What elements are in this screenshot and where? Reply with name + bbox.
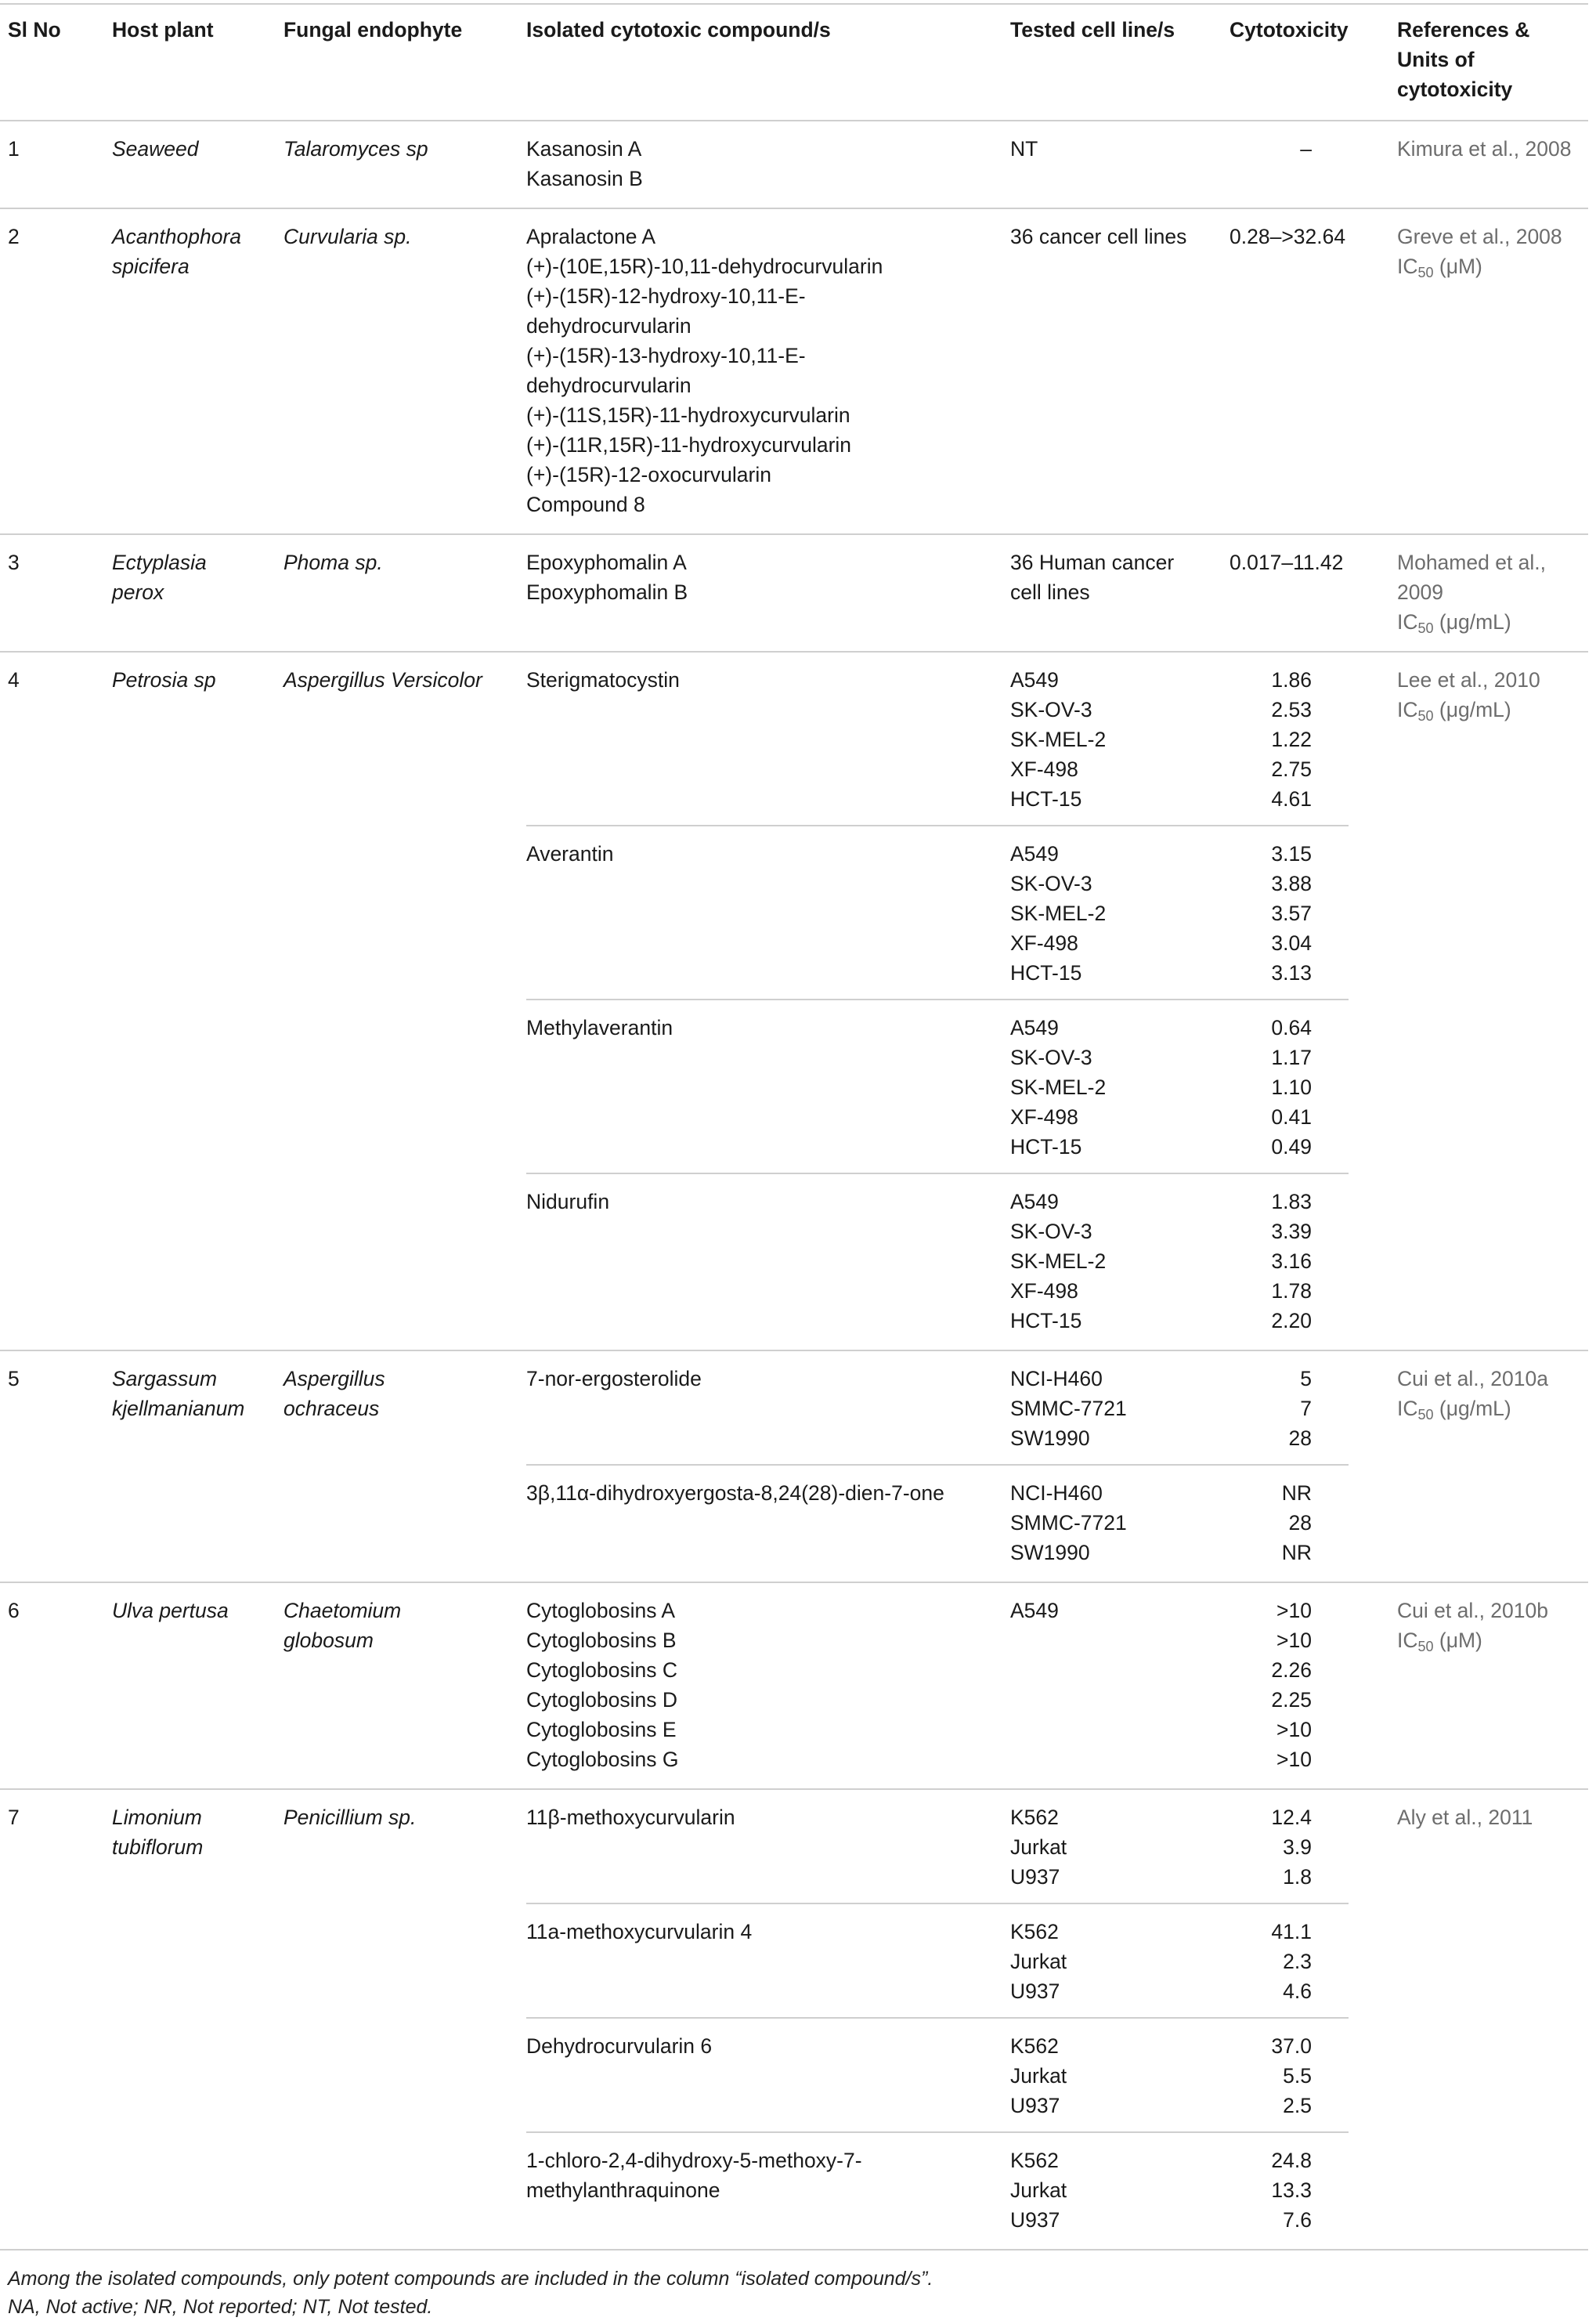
compound-group-divider [526,1903,1349,1904]
compound-group-divider [526,825,1349,826]
header-references: References & [1397,18,1530,42]
cell-line: U937 [1010,2208,1060,2232]
cell-line: HCT-15 [1010,1135,1082,1159]
cytotoxicity-value: 2.25 [1271,1688,1312,1712]
cytotoxicity-value: 3.88 [1271,872,1312,895]
compound-name: Kasanosin B [526,167,643,190]
compound-name: (+)-(11R,15R)-11-hydroxycurvularin [526,433,852,457]
cytotoxicity-value: 3.57 [1271,902,1312,925]
reference-citation: Mohamed et al., [1397,551,1547,574]
cytotoxicity-value: 3.9 [1283,1835,1312,1859]
row-bottom-border [0,1788,1588,1790]
compound-name: (+)-(10E,15R)-10,11-dehydrocurvularin [526,255,883,278]
cell-line: K562 [1010,1806,1059,1829]
ic-label: IC [1397,1397,1418,1420]
cytotoxicity-value: 3.04 [1271,931,1312,955]
cell-line: Jurkat [1010,2178,1067,2202]
ic-units-label [1397,1394,1511,1423]
compound-name: Kasanosin A [526,137,642,161]
cytotoxicity-value: 1.22 [1271,728,1312,751]
cytotoxicity-value: 1.8 [1283,1865,1312,1889]
header-bottom-border [0,120,1588,121]
cytotoxicity-value: 0.41 [1271,1105,1312,1129]
cell-line: SK-MEL-2 [1010,902,1107,925]
cytotoxicity-value: 4.61 [1271,787,1312,811]
compound-name: (+)-(15R)-13-hydroxy-10,11-E- [526,344,806,367]
compound-name: Cytoglobosins E [526,1718,677,1741]
compound-group-divider [526,2017,1349,2019]
cytotoxicity-value: >10 [1276,1718,1312,1741]
ic-label: IC [1397,1629,1418,1652]
reference-citation: Cui et al., 2010a [1397,1367,1548,1390]
cytotoxicity-value: 3.16 [1271,1249,1312,1273]
cell-line: HCT-15 [1010,961,1082,985]
host-plant: spicifera [112,255,190,278]
host-plant: Limonium [112,1806,202,1829]
host-plant: tubiflorum [112,1835,204,1859]
cell-line: SMMC-7721 [1010,1397,1127,1420]
cytotoxicity-value: 5 [1300,1367,1312,1390]
reference-citation: Greve et al., 2008 [1397,225,1562,248]
cytotoxicity-value: 0.28–>32.64 [1229,225,1346,248]
host-plant: Seaweed [112,137,199,161]
cytotoxicity-value: 24.8 [1271,2149,1312,2172]
cytotoxicity-value: 12.4 [1271,1806,1312,1829]
cytotoxicity-value: 1.17 [1271,1046,1312,1069]
compound-name: 3β,11α-dihydroxyergosta-8,24(28)-dien-7-one [526,1481,944,1505]
cell-line: XF-498 [1010,931,1078,955]
compound-name: Compound 8 [526,493,645,516]
row-sl-number: 7 [8,1806,20,1829]
cell-line: Jurkat [1010,1950,1067,1973]
table-top-border [0,3,1588,5]
ic-label: IC [1397,255,1418,278]
cell-line: XF-498 [1010,1105,1078,1129]
cytotoxicity-value: 28 [1288,1511,1312,1535]
cell-line: SW1990 [1010,1541,1090,1564]
ic-units: (μg/mL) [1433,610,1511,634]
cytotoxicity-value: 3.39 [1271,1220,1312,1243]
row-sl-number: 4 [8,668,20,692]
cell-line: A549 [1010,1190,1059,1213]
cytotoxicity-value: – [1300,137,1312,161]
cytotoxicity-value: 13.3 [1271,2178,1312,2202]
ic-subscript: 50 [1417,265,1434,280]
cell-line: NCI-H460 [1010,1367,1103,1390]
cell-line: SK-OV-3 [1010,698,1092,721]
compound-group-divider [526,2131,1349,2133]
row-sl-number: 6 [8,1599,20,1622]
fungal-endophyte: ochraceus [283,1397,380,1420]
cytotoxicity-value: 1.78 [1271,1279,1312,1303]
cytotoxicity-value: 2.5 [1283,2094,1312,2117]
header-references: Units of [1397,48,1475,71]
cytotoxicity-value: 2.75 [1271,757,1312,781]
cell-line: Jurkat [1010,2064,1067,2088]
compound-name: 7-nor-ergosterolide [526,1367,702,1390]
cell-line: SK-OV-3 [1010,1046,1092,1069]
host-plant: Acanthophora [112,225,242,248]
reference-citation: 2009 [1397,580,1443,604]
cytotoxicity-value: 3.13 [1271,961,1312,985]
cytotoxicity-value: 0.49 [1271,1135,1312,1159]
compound-name: Epoxyphomalin A [526,551,687,574]
compound-name: (+)-(15R)-12-hydroxy-10,11-E- [526,284,806,308]
cell-line: A549 [1010,1016,1059,1039]
ic-units-label [1397,607,1511,637]
ic-label: IC [1397,698,1418,721]
cytotoxicity-value: 0.017–11.42 [1229,551,1344,574]
table-footnote: NA, Not active; NR, Not reported; NT, Not tested. [8,2296,433,2318]
cell-line: SW1990 [1010,1426,1090,1450]
host-plant: Ectyplasia [112,551,207,574]
cell-line: SK-OV-3 [1010,872,1092,895]
cell-line: K562 [1010,2149,1059,2172]
cytotoxicity-value: 3.15 [1271,842,1312,866]
ic-subscript: 50 [1417,1639,1434,1654]
ic-units: (μg/mL) [1433,698,1511,721]
cytotoxicity-value: 37.0 [1271,2034,1312,2058]
compound-name: (+)-(15R)-12-oxocurvularin [526,463,771,486]
row-bottom-border [0,2249,1588,2251]
compound-name: (+)-(11S,15R)-11-hydroxycurvularin [526,403,850,427]
compound-name: Dehydrocurvularin 6 [526,2034,713,2058]
ic-subscript: 50 [1417,620,1434,636]
cytotoxicity-value: NR [1281,1541,1312,1564]
compound-name: 11β-methoxycurvularin [526,1806,735,1829]
compound-group-divider [526,1173,1349,1174]
host-plant: Petrosia sp [112,668,216,692]
compound-name: Sterigmatocystin [526,668,680,692]
row-sl-number: 3 [8,551,20,574]
table-footnote: Among the isolated compounds, only potent compounds are included in the column “isolated compound/s”. [8,2268,933,2290]
ic-label: IC [1397,610,1418,634]
row-bottom-border [0,208,1588,209]
compound-name: Cytoglobosins G [526,1748,679,1771]
compound-group-divider [526,1464,1349,1466]
header-cytotoxicity: Cytotoxicity [1229,18,1349,42]
row-bottom-border [0,651,1588,653]
cell-line: SMMC-7721 [1010,1511,1127,1535]
row-sl-number: 5 [8,1367,20,1390]
reference-citation: Cui et al., 2010b [1397,1599,1548,1622]
row-bottom-border [0,1582,1588,1583]
host-plant: kjellmanianum [112,1397,245,1420]
cytotoxicity-value: 2.20 [1271,1309,1312,1332]
cell-line: NT [1010,137,1038,161]
row-sl-number: 1 [8,137,20,161]
cytotoxicity-value: 28 [1288,1426,1312,1450]
cell-line: XF-498 [1010,757,1078,781]
cell-line: 36 cancer cell lines [1010,225,1187,248]
compound-name: Averantin [526,842,614,866]
cytotoxicity-value: 0.64 [1271,1016,1312,1039]
ic-units: (μg/mL) [1433,1397,1511,1420]
cytotoxicity-value: 1.83 [1271,1190,1312,1213]
compound-name: 11a-methoxycurvularin 4 [526,1920,753,1943]
compound-group-divider [526,999,1349,1000]
compound-name: 1-chloro-2,4-dihydroxy-5-methoxy-7- [526,2149,862,2172]
cell-line: U937 [1010,1979,1060,2003]
header-cell-lines: Tested cell line/s [1010,18,1175,42]
reference-citation: Lee et al., 2010 [1397,668,1540,692]
ic-units-label [1397,251,1482,281]
cell-line: cell lines [1010,580,1090,604]
cell-line: SK-MEL-2 [1010,1076,1107,1099]
ic-subscript: 50 [1417,708,1434,724]
fungal-endophyte: Talaromyces sp [283,137,428,161]
fungal-endophyte: Curvularia sp. [283,225,412,248]
cell-line: NCI-H460 [1010,1481,1103,1505]
ic-units: (μM) [1433,255,1482,278]
cell-line: SK-MEL-2 [1010,728,1107,751]
fungal-endophyte: Aspergillus [283,1367,385,1390]
header-fungal-endophyte: Fungal endophyte [283,18,463,42]
ic-subscript: 50 [1417,1407,1434,1423]
cytotoxicity-value: 41.1 [1271,1920,1312,1943]
cell-line: A549 [1010,1599,1059,1622]
cytotoxicity-value: 5.5 [1283,2064,1312,2088]
cell-line: K562 [1010,1920,1059,1943]
host-plant: perox [112,580,164,604]
header-host-plant: Host plant [112,18,214,42]
compound-name: Methylaverantin [526,1016,673,1039]
compound-name: dehydrocurvularin [526,374,691,397]
cytotoxicity-value: 1.86 [1271,668,1312,692]
compound-name: Epoxyphomalin B [526,580,688,604]
ic-units: (μM) [1433,1629,1482,1652]
cytotoxicity-value: 4.6 [1283,1979,1312,2003]
cytotoxicity-value: 2.26 [1271,1658,1312,1682]
compound-name: Nidurufin [526,1190,610,1213]
reference-citation: Kimura et al., 2008 [1397,137,1572,161]
compound-name: Cytoglobosins B [526,1629,677,1652]
cell-line: HCT-15 [1010,787,1082,811]
fungal-endophyte: Aspergillus Versicolor [283,668,482,692]
host-plant: Sargassum [112,1367,218,1390]
cell-line: HCT-15 [1010,1309,1082,1332]
reference-citation: Aly et al., 2011 [1397,1806,1533,1829]
compound-name: Cytoglobosins D [526,1688,677,1712]
row-sl-number: 2 [8,225,20,248]
cell-line: SK-OV-3 [1010,1220,1092,1243]
cell-line: SK-MEL-2 [1010,1249,1107,1273]
compound-name: methylanthraquinone [526,2178,720,2202]
header-compounds: Isolated cytotoxic compound/s [526,18,831,42]
ic-units-label [1397,1625,1482,1655]
compound-name: Cytoglobosins C [526,1658,677,1682]
compound-name: dehydrocurvularin [526,314,691,338]
header-sl-no: Sl No [8,18,61,42]
compound-name: Apralactone A [526,225,656,248]
host-plant: Ulva pertusa [112,1599,229,1622]
cell-line: Jurkat [1010,1835,1067,1859]
cell-line: U937 [1010,2094,1060,2117]
cytotoxicity-value: 7.6 [1283,2208,1312,2232]
cytotoxicity-value: >10 [1276,1629,1312,1652]
fungal-endophyte: Penicillium sp. [283,1806,417,1829]
row-bottom-border [0,533,1588,535]
ic-units-label [1397,695,1511,725]
cell-line: A549 [1010,842,1059,866]
cytotoxicity-value: NR [1281,1481,1312,1505]
fungal-endophyte: Phoma sp. [283,551,383,574]
cell-line: A549 [1010,668,1059,692]
fungal-endophyte: Chaetomium [283,1599,402,1622]
cytotoxicity-value: >10 [1276,1748,1312,1771]
cytotoxicity-value: 7 [1300,1397,1312,1420]
cytotoxicity-value: >10 [1276,1599,1312,1622]
cell-line: XF-498 [1010,1279,1078,1303]
compound-name: Cytoglobosins A [526,1599,676,1622]
cytotoxicity-value: 1.10 [1271,1076,1312,1099]
cell-line: 36 Human cancer [1010,551,1175,574]
row-bottom-border [0,1350,1588,1351]
header-references: cytotoxicity [1397,78,1513,101]
fungal-endophyte: globosum [283,1629,374,1652]
cytotoxicity-value: 2.3 [1283,1950,1312,1973]
cell-line: U937 [1010,1865,1060,1889]
cell-line: K562 [1010,2034,1059,2058]
cytotoxicity-value: 2.53 [1271,698,1312,721]
